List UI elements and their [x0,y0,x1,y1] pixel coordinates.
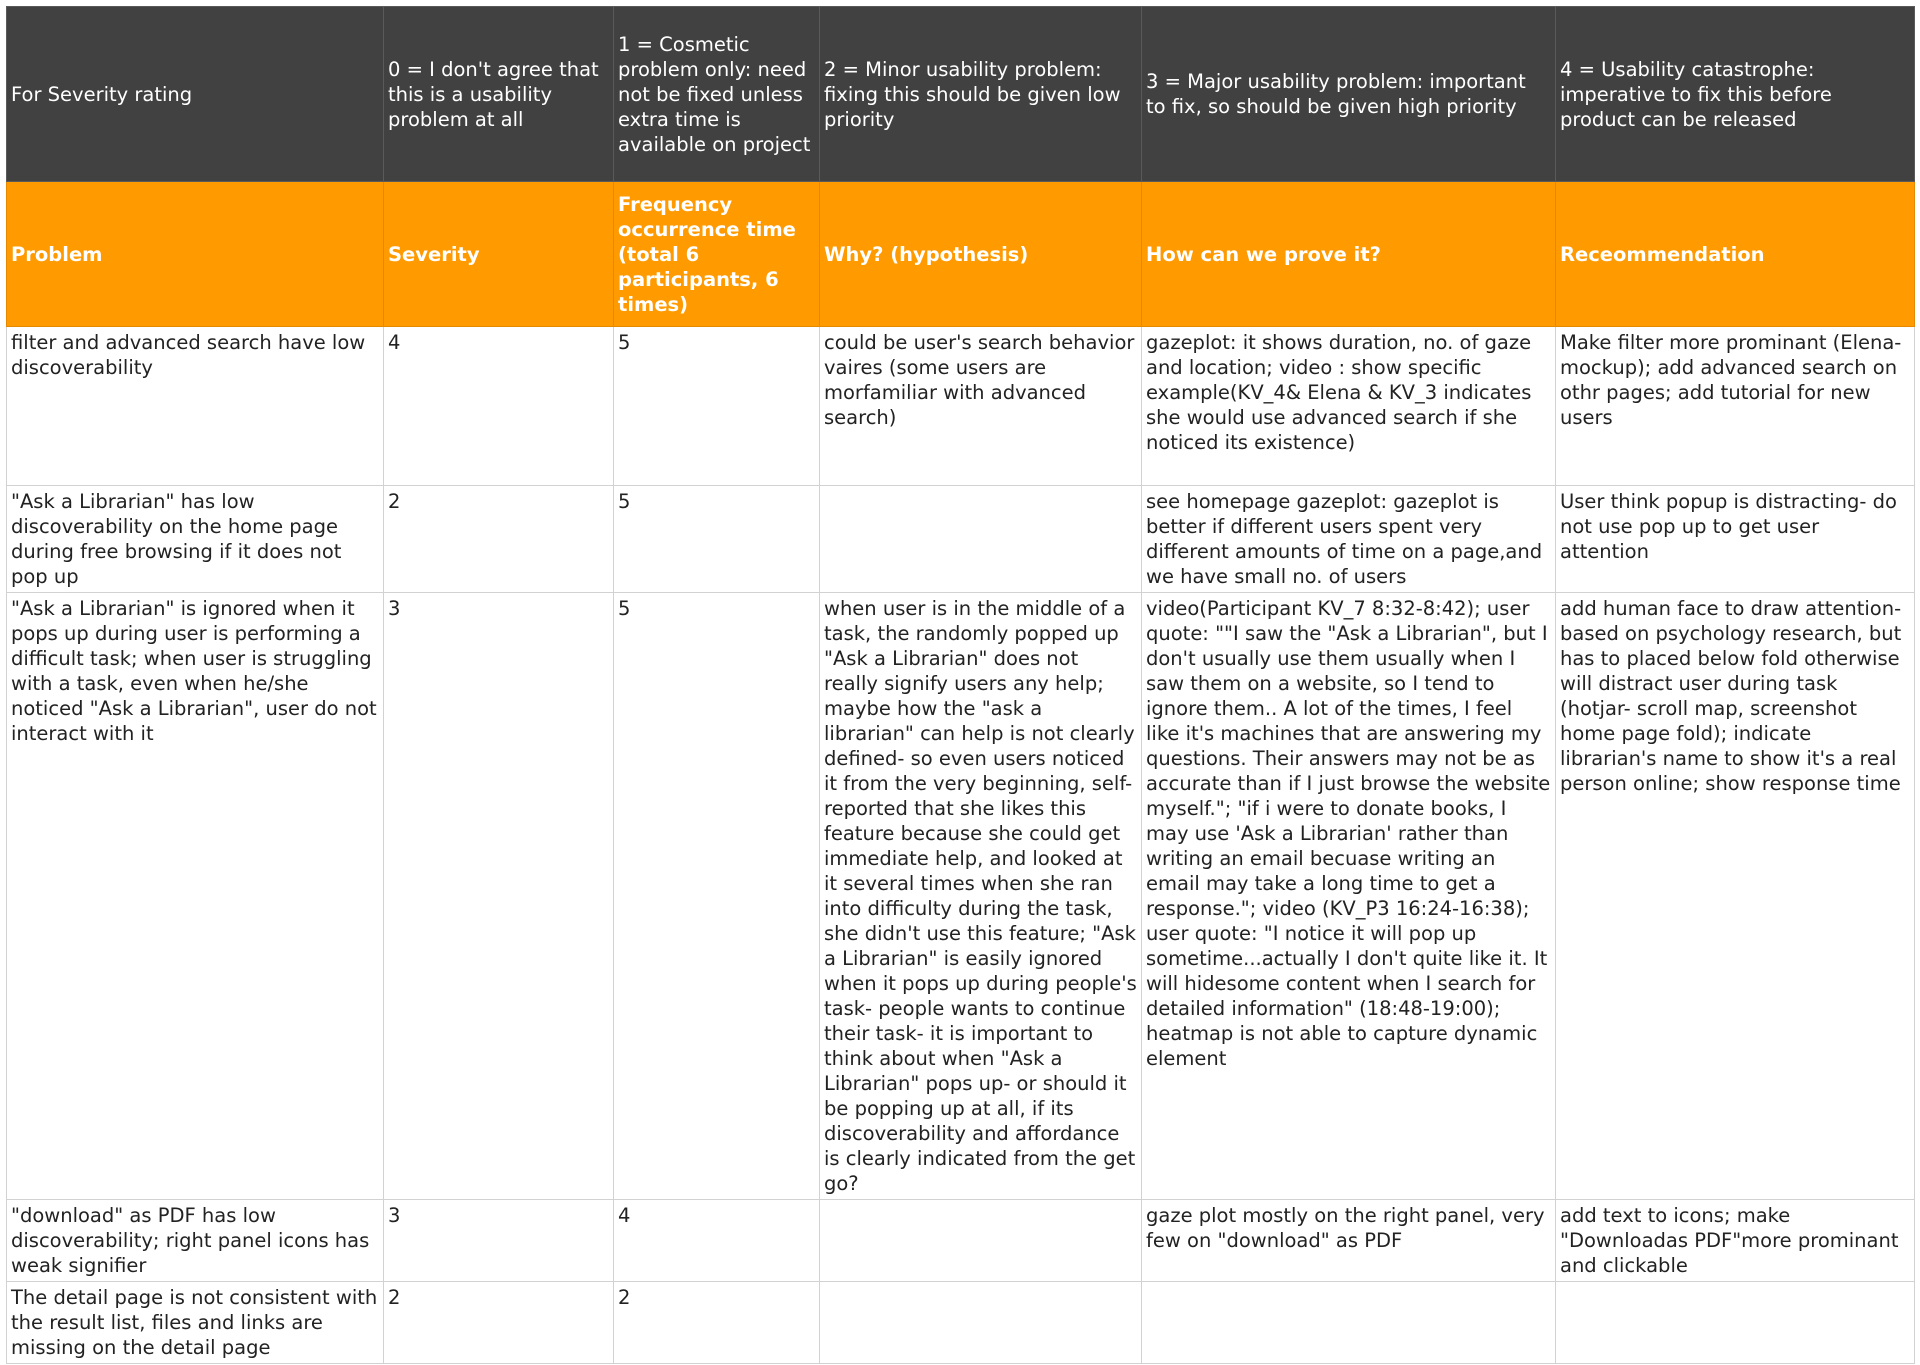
column-header-problem[interactable]: Problem [7,182,384,327]
recommendation-cell[interactable]: add text to icons; make "Downloadas PDF"more prominant and clickable [1556,1200,1915,1282]
proof-cell[interactable]: see homepage gazeplot: gazeplot is better if different users spent very different amounts of time on a page,and we have small no. of users [1142,486,1556,593]
severity-scale-label[interactable]: For Severity rating [7,7,384,182]
table-row [7,1200,1915,1282]
why-cell[interactable]: when user is in the middle of a task, the randomly popped up "Ask a Librarian" does not really signify users any help; maybe how the "ask a librarian" can help is not clearly defined- so even users noticed it from the very beginning, self-reported that she likes this feature because she could get immediate help, and looked at it several times when she ran into difficulty during the task, she didn't use this feature; "Ask a Librarian" is easily ignored when it pops up during people's task- people wants to continue their task- it is important to think about when "Ask a Librarian" pops up- or should it be popping up at all, if its discoverability and affordance is clearly indicated from the get go? [820,593,1142,1200]
proof-cell[interactable]: gazeplot: it shows duration, no. of gaze and location; video : show specific example(KV_4& Elena & KV_3 indicates she would use advanced search if she noticed its existence) [1142,327,1556,486]
severity-level-0[interactable]: 0 = I don't agree that this is a usability problem at all [384,7,614,182]
severity-level-3[interactable]: 3 = Major usability problem: important to fix, so should be given high priority [1142,7,1556,182]
recommendation-cell[interactable]: add human face to draw attention- based on psychology research, but has to placed below fold otherwise will distract user during task (hotjar- scroll map, screenshot home page fold); indicate librarian's name to show it's a real person online; show response time [1556,593,1915,1200]
problem-cell[interactable]: filter and advanced search have low discoverability [7,327,384,486]
recommendation-cell[interactable]: Make filter more prominant (Elena-mockup); add advanced search on othr pages; add tutorial for new users [1556,327,1915,486]
proof-cell[interactable]: gaze plot mostly on the right panel, very few on "download" as PDF [1142,1200,1556,1282]
column-header-recommendation[interactable]: Receommendation [1556,182,1915,327]
proof-cell[interactable]: video(Participant KV_7 8:32-8:42); user quote: ""I saw the "Ask a Librarian", but I don't usually use them usually when I saw them on a website, so I tend to ignore them.. A lot of the times, I feel like it's machines that are answering my questions. Their answers may not be as accurate than if I just browse the website myself."; "if i were to donate books, I may use 'Ask a Librarian' rather than writing an email becuase writing an email may take a long time to get a response."; video (KV_P3 16:24-16:38); user quote: "I notice it will pop up sometime...actually I don't quite like it. It will hidesome content when I search for detailed information" (18:48-19:00); heatmap is not able to capture dynamic element [1142,593,1556,1200]
problem-cell[interactable]: The detail page is not consistent with the result list, files and links are missing on the detail page [7,1282,384,1364]
severity-cell[interactable]: 4 [384,327,614,486]
frequency-cell[interactable]: 2 [614,1282,820,1364]
why-cell[interactable] [820,1200,1142,1282]
column-header-frequency[interactable]: Frequency occurrence time (total 6 participants, 6 times) [614,182,820,327]
why-cell[interactable]: could be user's search behavior vaires (some users are morfamiliar with advanced search) [820,327,1142,486]
table-row [7,593,1915,1200]
severity-cell[interactable]: 2 [384,1282,614,1364]
column-header-severity[interactable]: Severity [384,182,614,327]
proof-cell[interactable] [1142,1282,1556,1364]
severity-cell[interactable]: 2 [384,486,614,593]
recommendation-cell[interactable]: User think popup is distracting- do not use pop up to get user attention [1556,486,1915,593]
severity-level-1[interactable]: 1 = Cosmetic problem only: need not be fixed unless extra time is available on project [614,7,820,182]
severity-level-4[interactable]: 4 = Usability catastrophe: imperative to fix this before product can be released [1556,7,1915,182]
why-cell[interactable] [820,486,1142,593]
severity-cell[interactable]: 3 [384,593,614,1200]
severity-scale-row [7,7,1915,182]
column-header-proof[interactable]: How can we prove it? [1142,182,1556,327]
problem-cell[interactable]: "Ask a Librarian" has low discoverability on the home page during free browsing if it does not pop up [7,486,384,593]
table-row [7,327,1915,486]
why-cell[interactable] [820,1282,1142,1364]
recommendation-cell[interactable] [1556,1282,1915,1364]
frequency-cell[interactable]: 4 [614,1200,820,1282]
frequency-cell[interactable]: 5 [614,486,820,593]
problem-cell[interactable]: "Ask a Librarian" is ignored when it pops up during user is performing a difficult task; when user is struggling with a task, even when he/she noticed "Ask a Librarian", user do not interact with it [7,593,384,1200]
table-row [7,1282,1915,1364]
column-header-row [7,182,1915,327]
column-header-why[interactable]: Why? (hypothesis) [820,182,1142,327]
problem-cell[interactable]: "download" as PDF has low discoverability; right panel icons has weak signifier [7,1200,384,1282]
severity-cell[interactable]: 3 [384,1200,614,1282]
frequency-cell[interactable]: 5 [614,327,820,486]
usability-findings-table [6,6,1915,1364]
severity-level-2[interactable]: 2 = Minor usability problem: fixing this should be given low priority [820,7,1142,182]
frequency-cell[interactable]: 5 [614,593,820,1200]
table-row [7,486,1915,593]
